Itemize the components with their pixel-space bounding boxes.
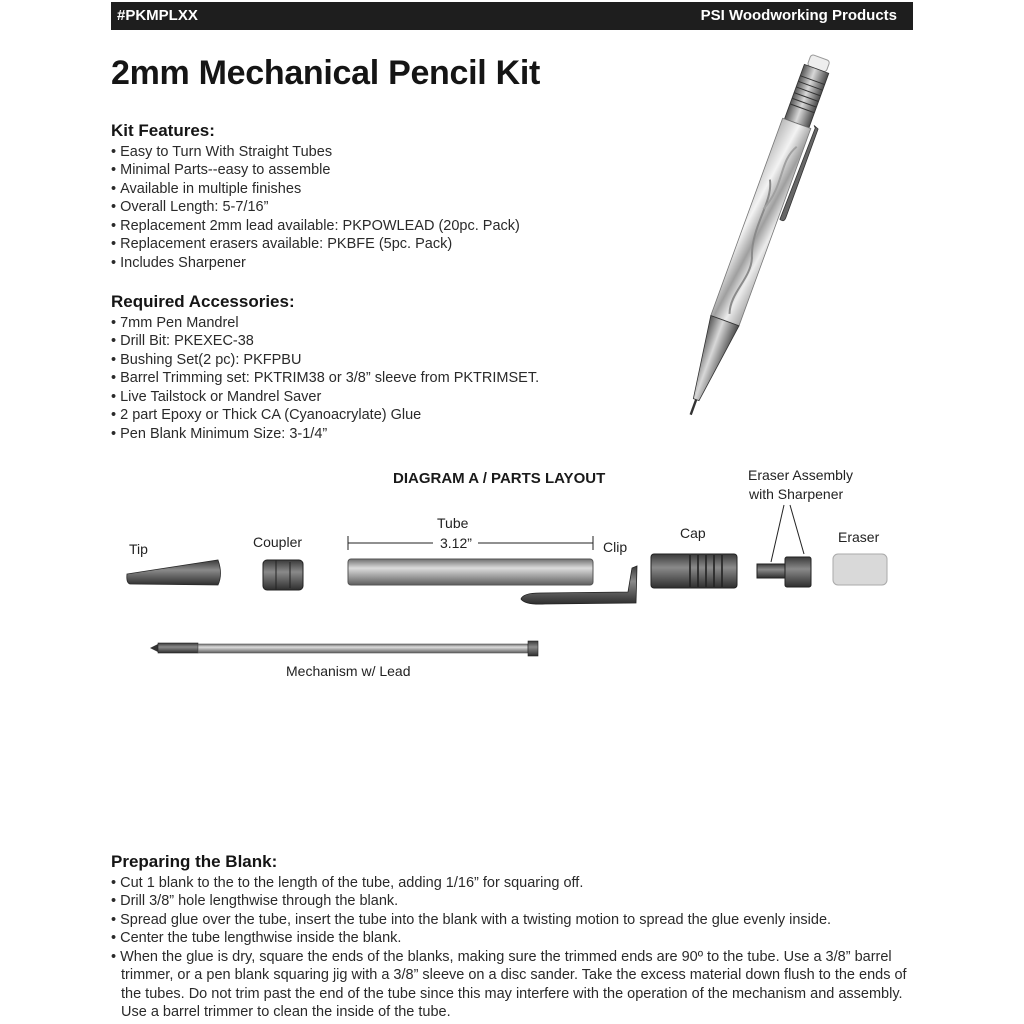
list-item: • Overall Length: 5-7/16”: [111, 198, 631, 217]
list-item: • Drill Bit: PKEXEC-38: [111, 332, 631, 351]
preparing-blank-list: [111, 874, 911, 1022]
tip-label: Tip: [129, 541, 148, 557]
kit-features-section: [111, 122, 631, 272]
required-accessories-list: [111, 314, 631, 444]
eraser-assembly-label-line2: with Sharpener: [749, 486, 844, 502]
preparing-blank-section: [111, 853, 911, 1022]
list-item: • Barrel Trimming set: PKTRIM38 or 3/8” sleeve from PKTRIMSET.: [111, 369, 631, 388]
required-accessories-section: [111, 293, 631, 443]
list-item: • Center the tube lengthwise inside the blank.: [111, 929, 911, 948]
list-item: • Available in multiple finishes: [111, 180, 631, 199]
tube-label: Tube: [437, 515, 469, 531]
list-item: • When the glue is dry, square the ends of the blanks, making sure the trimmed ends are 90º to the tube. Use a 3/8” barrel trimmer, or a pen blank squaring jig with a 3/8” sleeve on a disc sander. Take the excess material down flush to the ends of the tubes. Do not trim past the end of the tube since this may interfere with the operation of the mechanism and assembly. Use a barrel trimmer to clean the inside of the tube.: [111, 948, 911, 1022]
eraser-assembly-label-line1: Eraser Assembly: [748, 467, 854, 483]
mechanism-label: Mechanism w/ Lead: [286, 663, 411, 679]
clip-label: Clip: [603, 539, 628, 555]
brand-name: PSI Woodworking Products: [700, 7, 897, 24]
eraser-label: Eraser: [838, 529, 880, 545]
coupler-label: Coupler: [253, 534, 303, 550]
cap-part: [651, 554, 737, 588]
eraser-part: [833, 554, 887, 585]
list-item: • 7mm Pen Mandrel: [111, 314, 631, 333]
list-item: • Cut 1 blank to the to the length of the tube, adding 1/16” for squaring off.: [111, 874, 911, 893]
list-item: • Drill 3/8” hole lengthwise through the blank.: [111, 892, 911, 911]
list-item: • Bushing Set(2 pc): PKFPBU: [111, 351, 631, 370]
list-item: • 2 part Epoxy or Thick CA (Cyanoacrylate) Glue: [111, 406, 631, 425]
eraser-assembly-part: [757, 505, 811, 587]
header-bar: [111, 2, 913, 30]
list-item: • Includes Sharpener: [111, 254, 631, 273]
list-item: • Replacement 2mm lead available: PKPOWLEAD (20pc. Pack): [111, 217, 631, 236]
preparing-blank-heading: Preparing the Blank:: [111, 852, 278, 871]
page-title: 2mm Mechanical Pencil Kit: [111, 54, 540, 92]
list-item: • Live Tailstock or Mandrel Saver: [111, 388, 631, 407]
cap-label: Cap: [680, 525, 706, 541]
list-item: • Minimal Parts--easy to assemble: [111, 161, 631, 180]
tube-part: [348, 559, 593, 585]
diagram-title: DIAGRAM A / PARTS LAYOUT: [393, 470, 606, 487]
coupler-part: [263, 560, 303, 590]
tip-part: [127, 560, 221, 585]
product-code: #PKMPLXX: [117, 7, 198, 24]
mechanism-part: [150, 641, 538, 656]
list-item: • Spread glue over the tube, insert the tube into the blank with a twisting motion to spread the glue evenly inside.: [111, 911, 911, 930]
kit-features-list: [111, 143, 631, 273]
list-item: • Pen Blank Minimum Size: 3-1/4”: [111, 425, 631, 444]
list-item: • Replacement erasers available: PKBFE (5pc. Pack): [111, 235, 631, 254]
list-item: • Easy to Turn With Straight Tubes: [111, 143, 631, 162]
pencil-photo: [600, 38, 900, 438]
kit-features-heading: Kit Features:: [111, 121, 215, 140]
tube-length-label: 3.12”: [440, 535, 472, 551]
required-accessories-heading: Required Accessories:: [111, 292, 295, 311]
